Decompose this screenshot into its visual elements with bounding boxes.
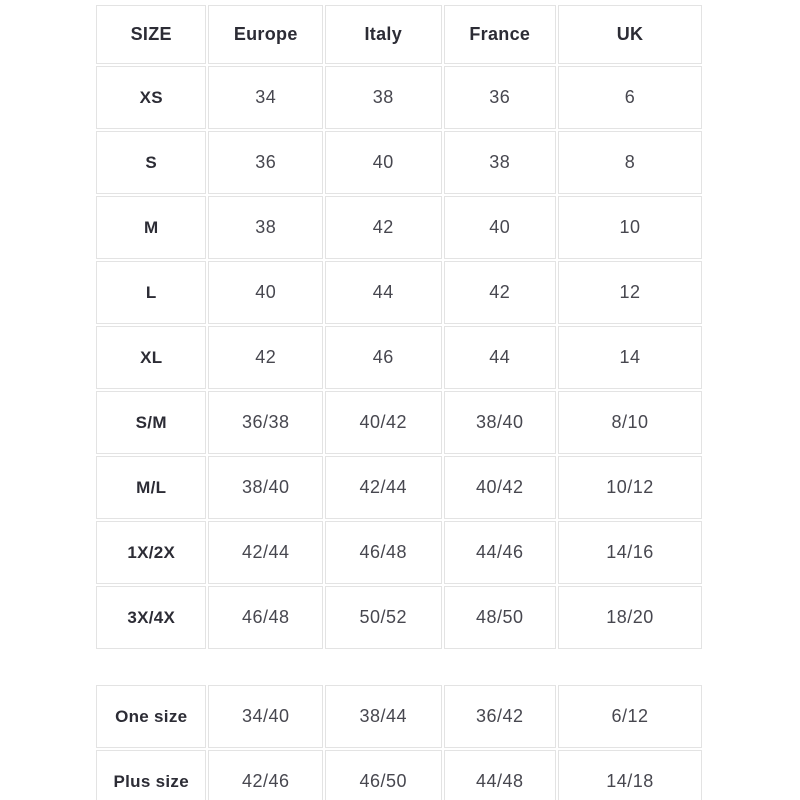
value-cell-uk: 10/12	[558, 456, 702, 519]
value-cell-italy: 44	[325, 261, 442, 324]
value-cell-europe: 46/48	[208, 586, 323, 649]
size-label-cell: M/L	[96, 456, 206, 519]
value-cell-france: 38	[444, 131, 557, 194]
header-row	[96, 5, 702, 64]
value-cell-italy: 38/44	[325, 685, 442, 748]
value-cell-uk: 8	[558, 131, 702, 194]
value-cell-uk: 12	[558, 261, 702, 324]
value-cell-france: 36/42	[444, 685, 557, 748]
value-cell-europe: 36/38	[208, 391, 323, 454]
size-label-cell: Plus size	[96, 750, 206, 800]
value-cell-france: 48/50	[444, 586, 557, 649]
value-cell-europe: 42/44	[208, 521, 323, 584]
table-row-m	[96, 196, 702, 259]
table-row-one-size	[96, 685, 702, 748]
size-label-cell: S	[96, 131, 206, 194]
value-cell-europe: 38	[208, 196, 323, 259]
value-cell-italy: 46/48	[325, 521, 442, 584]
value-cell-france: 44/48	[444, 750, 557, 800]
value-cell-europe: 42/46	[208, 750, 323, 800]
table-row-plus-size	[96, 750, 702, 800]
special-sizes-table	[94, 683, 704, 800]
table-row-1x-2x	[96, 521, 702, 584]
size-label-cell: One size	[96, 685, 206, 748]
column-header-size: SIZE	[96, 5, 206, 64]
value-cell-france: 42	[444, 261, 557, 324]
column-header-uk: UK	[558, 5, 702, 64]
value-cell-uk: 14/18	[558, 750, 702, 800]
column-header-france: France	[444, 5, 557, 64]
table-row-3x-4x	[96, 586, 702, 649]
value-cell-france: 38/40	[444, 391, 557, 454]
value-cell-france: 44/46	[444, 521, 557, 584]
size-label-cell: 3X/4X	[96, 586, 206, 649]
size-label-cell: 1X/2X	[96, 521, 206, 584]
table-row-s-m	[96, 391, 702, 454]
value-cell-uk: 10	[558, 196, 702, 259]
size-label-cell: M	[96, 196, 206, 259]
value-cell-europe: 40	[208, 261, 323, 324]
size-conversion-table	[94, 3, 704, 651]
value-cell-italy: 46	[325, 326, 442, 389]
value-cell-italy: 46/50	[325, 750, 442, 800]
value-cell-uk: 18/20	[558, 586, 702, 649]
value-cell-europe: 42	[208, 326, 323, 389]
table-row-xs	[96, 66, 702, 129]
value-cell-uk: 14/16	[558, 521, 702, 584]
value-cell-europe: 34/40	[208, 685, 323, 748]
table-row-xl	[96, 326, 702, 389]
value-cell-uk: 6/12	[558, 685, 702, 748]
table-row-m-l	[96, 456, 702, 519]
value-cell-europe: 38/40	[208, 456, 323, 519]
size-label-cell: XS	[96, 66, 206, 129]
value-cell-france: 36	[444, 66, 557, 129]
value-cell-uk: 14	[558, 326, 702, 389]
size-label-cell: L	[96, 261, 206, 324]
size-label-cell: XL	[96, 326, 206, 389]
value-cell-uk: 8/10	[558, 391, 702, 454]
value-cell-europe: 34	[208, 66, 323, 129]
value-cell-uk: 6	[558, 66, 702, 129]
value-cell-france: 40	[444, 196, 557, 259]
column-header-europe: Europe	[208, 5, 323, 64]
value-cell-italy: 50/52	[325, 586, 442, 649]
value-cell-france: 40/42	[444, 456, 557, 519]
value-cell-france: 44	[444, 326, 557, 389]
size-label-cell: S/M	[96, 391, 206, 454]
value-cell-italy: 40	[325, 131, 442, 194]
value-cell-italy: 42/44	[325, 456, 442, 519]
value-cell-italy: 40/42	[325, 391, 442, 454]
table-row-l	[96, 261, 702, 324]
value-cell-italy: 38	[325, 66, 442, 129]
value-cell-italy: 42	[325, 196, 442, 259]
column-header-italy: Italy	[325, 5, 442, 64]
table-row-s	[96, 131, 702, 194]
value-cell-europe: 36	[208, 131, 323, 194]
